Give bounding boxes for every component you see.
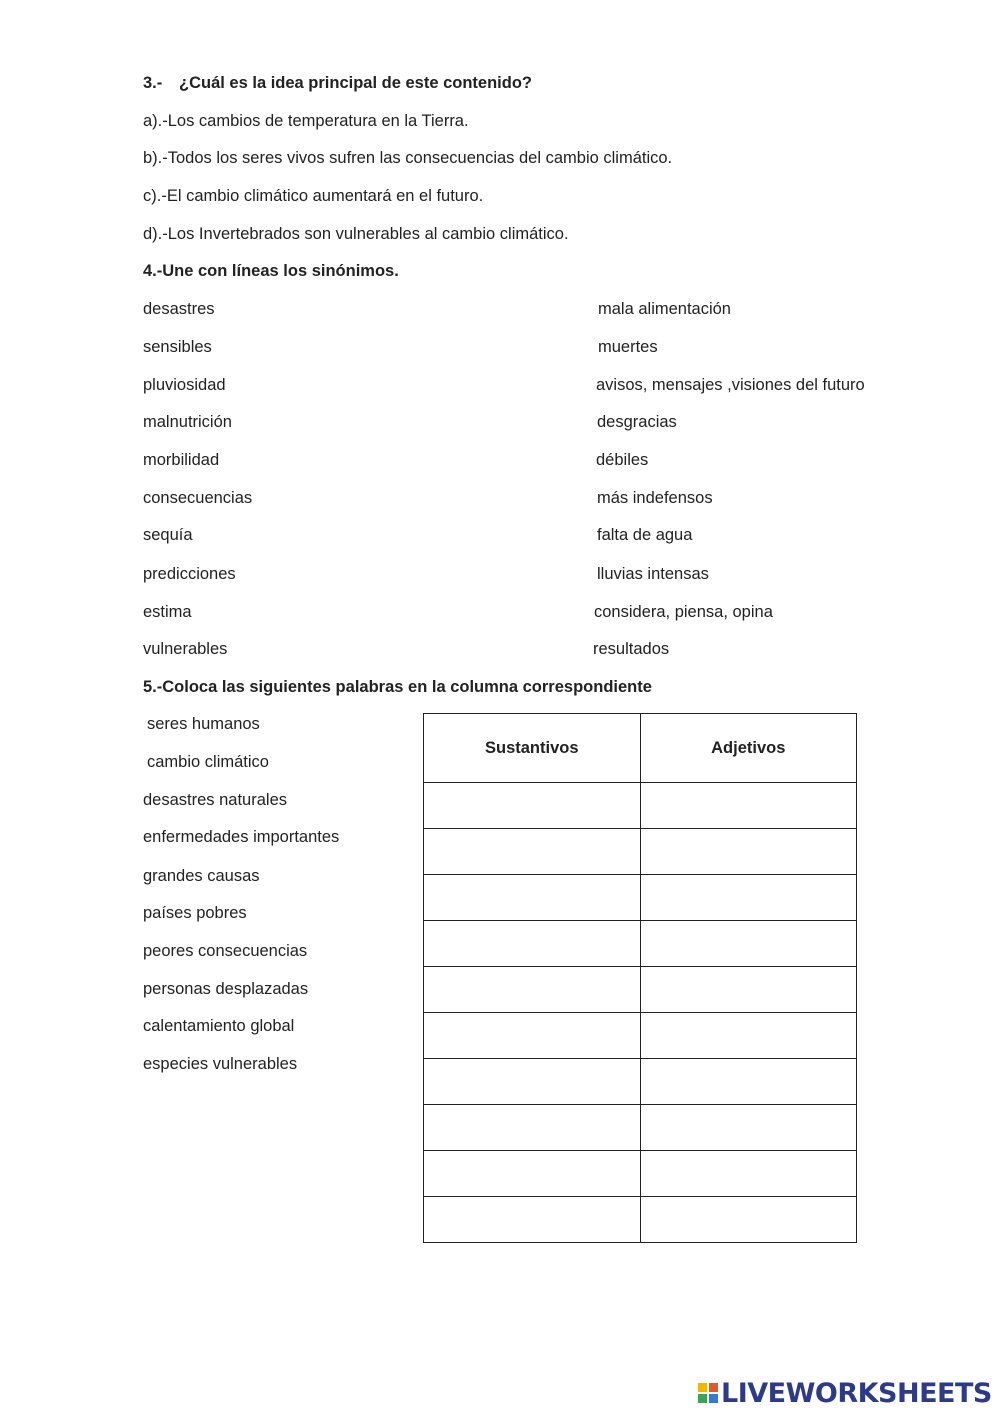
synonym-left-item: morbilidad (143, 451, 220, 469)
classification-table (423, 713, 857, 1243)
adjetivo-cell[interactable] (640, 875, 856, 921)
synonym-right-item: resultados (593, 640, 670, 658)
word-list-item: especies vulnerables (143, 1055, 298, 1073)
sustantivo-cell[interactable] (424, 1059, 641, 1105)
word-list-item: desastres naturales (143, 791, 287, 809)
word-list-item: enfermedades importantes (143, 828, 340, 846)
table-row (424, 783, 857, 829)
synonym-right-item: falta de agua (597, 526, 693, 544)
header-adjetivos: Adjetivos (640, 714, 856, 783)
sustantivo-cell[interactable] (424, 783, 641, 829)
word-list-item: países pobres (143, 904, 247, 922)
word-list-item: cambio climático (147, 753, 269, 771)
synonym-left-item: sensibles (143, 338, 212, 356)
q3-option-b: b).-Todos los seres vivos sufren las consecuencias del cambio climático. (143, 149, 673, 167)
synonym-right-item: avisos, mensajes ,visiones del futuro (596, 376, 865, 394)
adjetivo-cell[interactable] (640, 1105, 856, 1151)
q3-option-d: d).-Los Invertebrados son vulnerables al cambio climático. (143, 225, 569, 243)
table-row (424, 829, 857, 875)
q4-title: 4.-Une con líneas los sinónimos. (143, 262, 399, 280)
synonym-left-item: vulnerables (143, 640, 228, 658)
sustantivo-cell[interactable] (424, 921, 641, 967)
word-list-item: calentamiento global (143, 1017, 295, 1035)
synonym-right-item: más indefensos (597, 489, 713, 507)
synonym-right-item: mala alimentación (598, 300, 731, 318)
synonym-right-item: lluvias intensas (597, 565, 709, 583)
logo-text: LIVEWORKSHEETS (721, 1377, 992, 1409)
word-list-item: personas desplazadas (143, 980, 309, 998)
q3-heading (143, 73, 532, 93)
table-row (424, 1105, 857, 1151)
table-row (424, 875, 857, 921)
sustantivo-cell[interactable] (424, 967, 641, 1013)
synonym-left-item: sequía (143, 526, 193, 544)
q3-option-c: c).-El cambio climático aumentará en el futuro. (143, 187, 484, 205)
q3-option-a: a).-Los cambios de temperatura en la Tierra. (143, 112, 469, 130)
table-row (424, 1013, 857, 1059)
word-list-item: grandes causas (143, 867, 260, 885)
adjetivo-cell[interactable] (640, 967, 856, 1013)
sustantivo-cell[interactable] (424, 1105, 641, 1151)
synonym-left-item: malnutrición (143, 413, 232, 431)
sustantivo-cell[interactable] (424, 1197, 641, 1243)
synonym-left-item: desastres (143, 300, 215, 318)
adjetivo-cell[interactable] (640, 921, 856, 967)
synonym-right-item: débiles (596, 451, 649, 469)
sustantivo-cell[interactable] (424, 829, 641, 875)
synonym-right-item: muertes (598, 338, 658, 356)
table-row (424, 1197, 857, 1243)
table-header-row (424, 714, 857, 783)
q3-title: ¿Cuál es la idea principal de este contenido? (179, 74, 533, 92)
table-row (424, 967, 857, 1013)
adjetivo-cell[interactable] (640, 829, 856, 875)
table-row (424, 1059, 857, 1105)
header-sustantivos: Sustantivos (424, 714, 641, 783)
sustantivo-cell[interactable] (424, 875, 641, 921)
sustantivo-cell[interactable] (424, 1013, 641, 1059)
adjetivo-cell[interactable] (640, 1151, 856, 1197)
synonym-right-item: desgracias (597, 413, 677, 431)
synonym-left-item: pluviosidad (143, 376, 226, 394)
adjetivo-cell[interactable] (640, 1013, 856, 1059)
adjetivo-cell[interactable] (640, 1059, 856, 1105)
logo-mark-icon (698, 1383, 718, 1403)
liveworksheets-logo (698, 1378, 992, 1408)
table-row (424, 921, 857, 967)
table-row (424, 1151, 857, 1197)
sustantivo-cell[interactable] (424, 1151, 641, 1197)
word-list-item: seres humanos (147, 715, 260, 733)
synonym-left-item: consecuencias (143, 489, 253, 507)
synonym-left-item: estima (143, 603, 192, 621)
synonym-right-item: considera, piensa, opina (594, 603, 773, 621)
adjetivo-cell[interactable] (640, 1197, 856, 1243)
q5-title: 5.-Coloca las siguientes palabras en la columna correspondiente (143, 678, 652, 696)
word-list-item: peores consecuencias (143, 942, 308, 960)
q3-number: 3.- (143, 74, 163, 92)
synonym-left-item: predicciones (143, 565, 236, 583)
adjetivo-cell[interactable] (640, 783, 856, 829)
